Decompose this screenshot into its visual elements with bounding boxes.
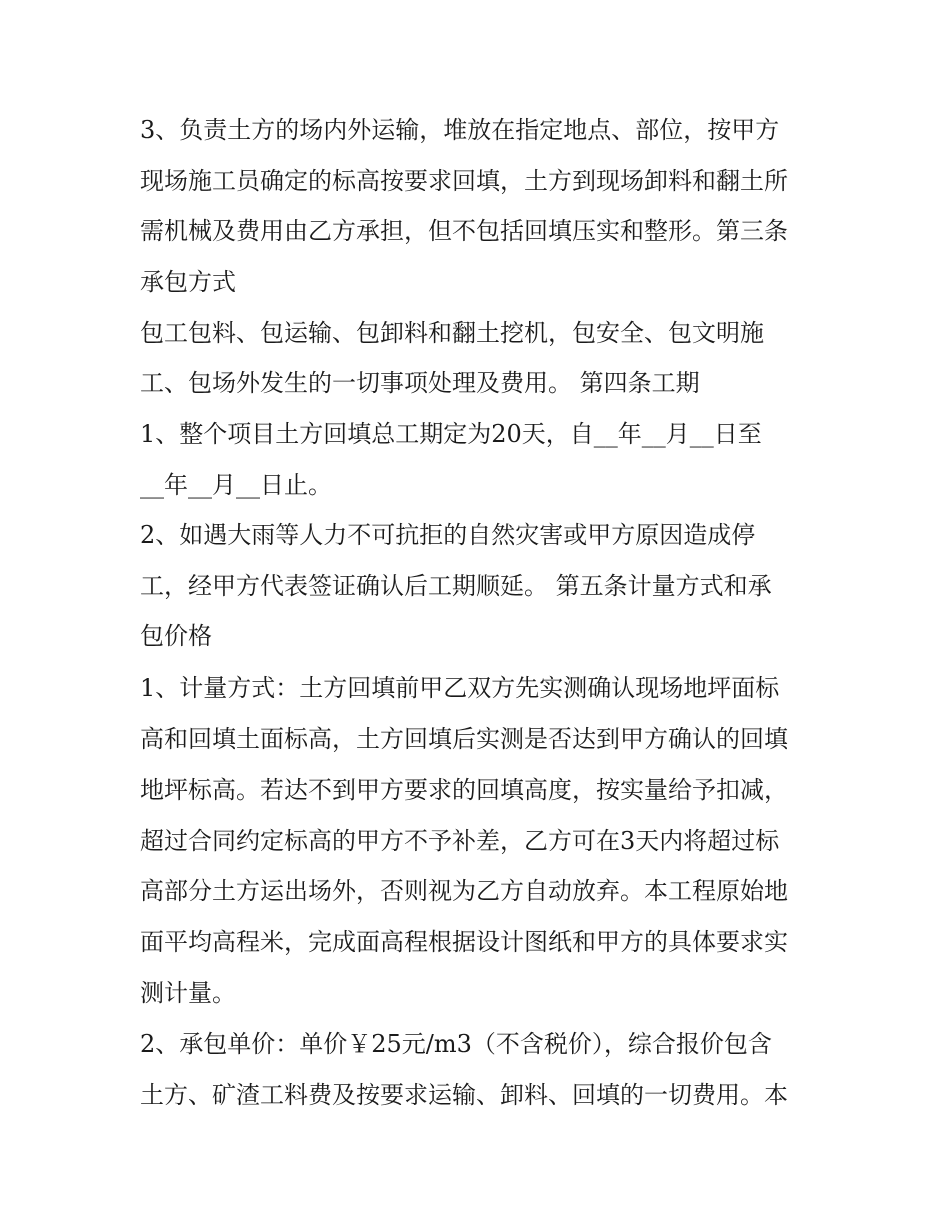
text-line: 高和回填土面标高，土方回填后实测是否达到甲方确认的回填 <box>140 725 788 753</box>
text-line: __年__月__日止。 <box>140 471 332 499</box>
text-line: 超过合同约定标高的甲方不予补差，乙方可在3天内将超过标 <box>140 827 780 855</box>
text-line: 2、承包单价：单价￥25元/m3（不含税价），综合报价包含 <box>140 1030 772 1058</box>
text-line: 承包方式 <box>140 268 236 296</box>
text-line: 3、负责土方的场内外运输，堆放在指定地点、部位，按甲方 <box>140 116 780 144</box>
text-line: 1、计量方式：土方回填前甲乙双方先实测确认现场地坪面标 <box>140 674 780 702</box>
text-line: 测计量。 <box>140 979 236 1007</box>
text-line: 高部分土方运出场外，否则视为乙方自动放弃。本工程原始地 <box>140 877 788 905</box>
text-line: 地坪标高。若达不到甲方要求的回填高度，按实量给予扣减， <box>140 776 788 804</box>
text-line: 包工包料、包运输、包卸料和翻土挖机，包安全、包文明施 <box>140 319 764 347</box>
text-line: 工，经甲方代表签证确认后工期顺延。 第五条计量方式和承 <box>140 572 772 600</box>
text-line: 工、包场外发生的一切事项处理及费用。 第四条工期 <box>140 369 700 397</box>
text-line: 土方、矿渣工料费及按要求运输、卸料、回填的一切费用。本 <box>140 1081 788 1109</box>
text-line: 2、如遇大雨等人力不可抗拒的自然灾害或甲方原因造成停 <box>140 521 756 549</box>
text-line: 包价格 <box>140 622 212 650</box>
text-line: 现场施工员确定的标高按要求回填，土方到现场卸料和翻土所 <box>140 167 788 195</box>
text-line: 1、整个项目土方回填总工期定为20天，自__年__月__日至 <box>140 420 762 448</box>
text-line: 面平均高程米，完成面高程根据设计图纸和甲方的具体要求实 <box>140 928 788 956</box>
text-line: 需机械及费用由乙方承担，但不包括回填压实和整形。第三条 <box>140 217 788 245</box>
